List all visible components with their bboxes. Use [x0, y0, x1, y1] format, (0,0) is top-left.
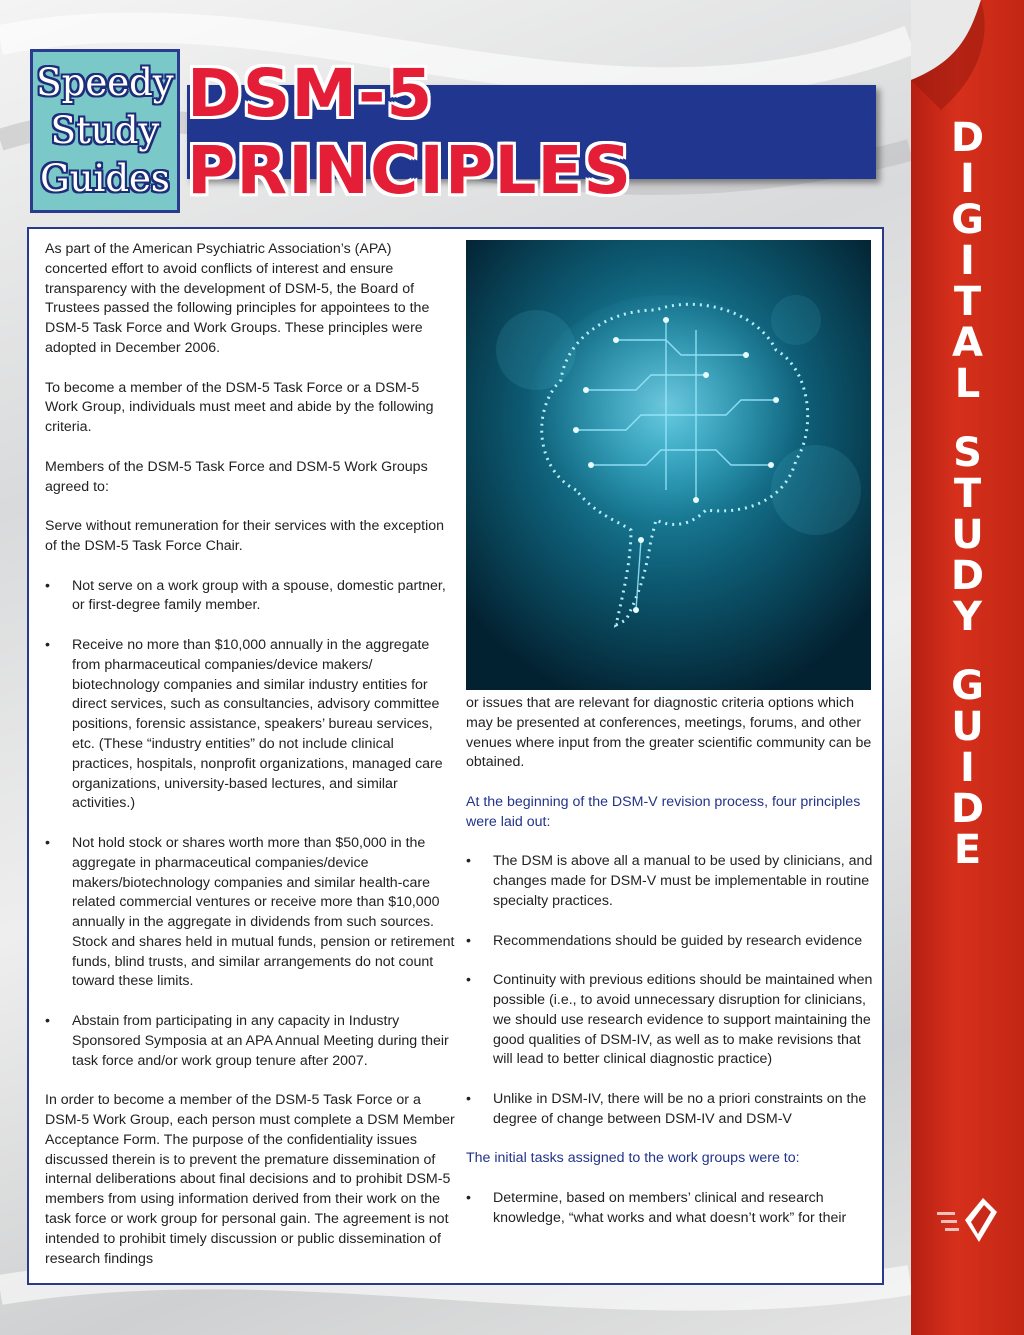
list-item: • Not serve on a work group with a spouse, domestic partner, or first-degree family member.	[45, 577, 455, 617]
title-banner	[187, 55, 876, 209]
spine-letter: G	[951, 663, 984, 709]
page-title: DSM-5 PRINCIPLES	[187, 55, 633, 209]
circuit-brain-image	[466, 240, 871, 690]
spine-letter: D	[950, 553, 985, 599]
logo-line-2: Study	[50, 109, 160, 152]
spine-letter: D	[950, 786, 985, 832]
spine-letter: T	[953, 279, 982, 325]
acceptance-form-paragraph: In order to become a member of the DSM-5 Task Force or a DSM-5 Work Group, each person must complete a DSM Member Acceptance Form. The purpose of the confidentiality issues discussed therein is to prevent the premature dissemination of internal deliberations about final decisions and to prohibit DSM-5 members from using information derived from their work on the task force or work group for personal gain. The agreement is not intended to prohibit timely discussion or public dissemination of research findings	[45, 1092, 455, 1267]
spine-letter: U	[951, 704, 984, 750]
continuation-paragraph: or issues that are relevant for diagnostic criteria options which may be presented at conferences, meetings, forums, and other venues where input from the greater scientific community can be obtained.	[466, 695, 872, 771]
remuneration-paragraph: Serve without remuneration for their services with the exception of the DSM-5 Task Force Chair.	[45, 518, 445, 554]
list-item: • The DSM is above all a manual to be used by clinicians, and changes made for DSM-V must be implementable in routine specialty practices.	[466, 852, 876, 911]
list-item: • Recommendations should be guided by research evidence	[466, 932, 876, 952]
spine-letter: S	[953, 430, 982, 476]
principles-heading: At the beginning of the DSM-V revision process, four principles were laid out:	[466, 793, 861, 830]
list-item: • Receive no more than $10,000 annually in the aggregate from pharmaceutical companies/device makers/ biotechnology companies and similar industry entities for direct services, such as consultancies, advisory committee positions, forensic assistance, speakers’ bureau services, etc. (These “industry entities” do not include clinical practices, hospitals, nonprofit organizations, managed care organizations, university-based lectures, and similar activities.)	[45, 636, 455, 814]
tasks-list	[466, 1189, 876, 1229]
list-item: • Abstain from participating in any capacity in Industry Sponsored Symposia at an APA Annual Meeting during their task force and/or work group tenure after 2007.	[45, 1012, 455, 1071]
intro-paragraph: As part of the American Psychiatric Association’s (APA) concerted effort to avoid conflicts of interest and ensure transparency with the development of DSM-5, the Board of Trustees passed the following principles for appointees to the DSM-5 Task Force and Work Groups. These principles were adopted in December 2006.	[45, 241, 430, 356]
left-column	[45, 240, 455, 1289]
list-item: • Determine, based on members’ clinical and research knowledge, “what works and what doesn’t work” for their	[466, 1189, 876, 1229]
agreement-paragraph: Members of the DSM-5 Task Force and DSM-5 Work Groups agreed to:	[45, 458, 428, 495]
list-item: • Not hold stock or shares worth more than $50,000 in the aggregate in pharmaceutical companies/device makers/biotechnology companies and similar health-care related commercial ventures or receive more than $10,000 annually in the aggregate in dividends from such sources. Stock and shares held in mutual funds, pension or retirement funds, blind trusts, and similar arrangements do not count toward these limits.	[45, 834, 455, 992]
spine-letter: D	[950, 115, 985, 161]
list-item: • Unlike in DSM-IV, there will be no a priori constraints on the degree of change between DSM-IV and DSM-V	[466, 1090, 876, 1130]
spine-letter: Y	[953, 594, 982, 640]
spine-letter: U	[951, 512, 984, 558]
spine-letter: A	[952, 320, 983, 366]
spine-letter: I	[960, 745, 975, 791]
tasks-heading: The initial tasks assigned to the work groups were to:	[466, 1150, 800, 1167]
book-logo-icon	[935, 1190, 1005, 1250]
spine-title	[911, 115, 1024, 873]
spine-letter: G	[951, 197, 984, 243]
page-curl	[911, 0, 1024, 120]
spine-letter: L	[954, 361, 981, 407]
criteria-list	[45, 577, 455, 1072]
spine	[911, 0, 1024, 1335]
spine-letter: I	[960, 238, 975, 284]
principles-list	[466, 852, 876, 1129]
spine-letter: E	[953, 827, 982, 873]
content-box	[27, 227, 884, 1285]
speedy-study-guides-logo	[30, 49, 180, 213]
spine-letter: I	[960, 156, 975, 202]
spine-letter: T	[953, 471, 982, 517]
membership-paragraph: To become a member of the DSM-5 Task Force or a DSM-5 Work Group, individuals must meet and abide by the following criteria.	[45, 379, 434, 436]
logo-line-3: Guides	[40, 157, 170, 200]
list-item: • Continuity with previous editions should be maintained when possible (i.e., to avoid unnecessary disruption for clinicians, we should use research evidence to support maintaining the good qualities of DSM-IV, as well as to make revisions that will lead to better clinical diagnostic practice)	[466, 971, 876, 1070]
logo-line-1: Speedy	[36, 61, 174, 104]
right-column	[466, 240, 876, 1248]
